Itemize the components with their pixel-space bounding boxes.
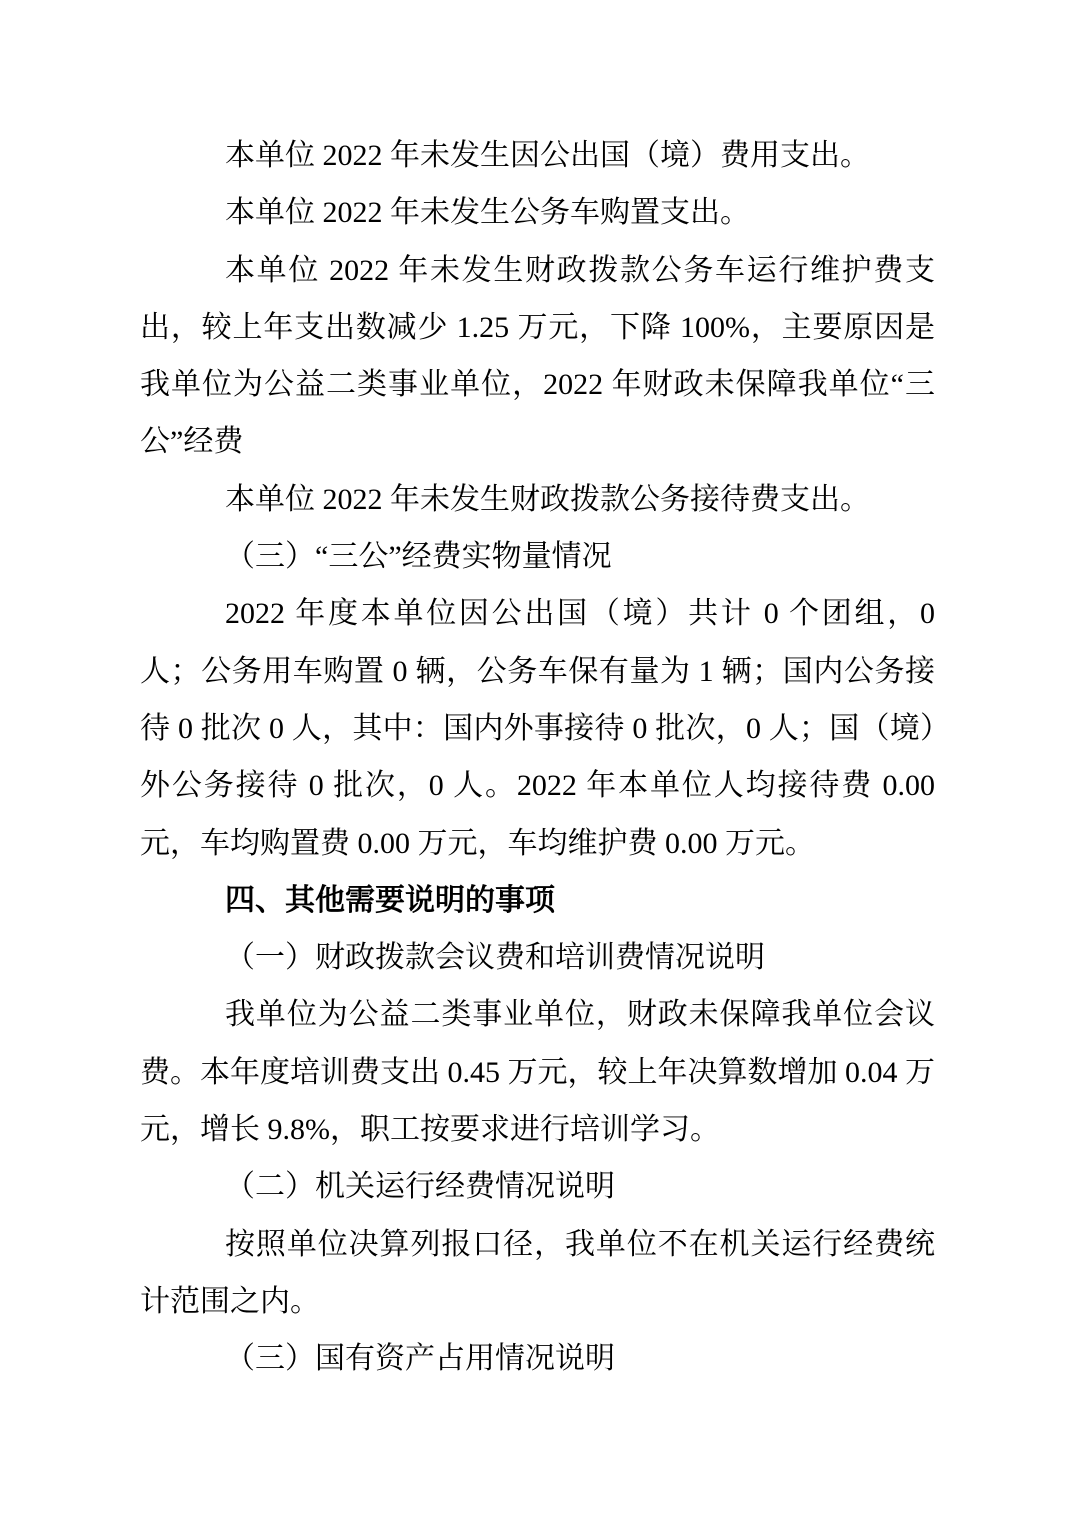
body-paragraph: 我单位为公益二类事业单位，财政未保障我单位会议费。本年度培训费支出 0.45 万元，较上年决算数增加 0.04 万元，增长 9.8%，职工按要求进行培训学习。 — [140, 998, 935, 1147]
body-paragraph: 2022 年度本单位因公出国（境）共计 0 个团组，0 人；公务用车购置 0 辆，公务车保有量为 1 辆；国内公务接待 0 批次 0 人，其中：国内外事接待 0 批次，0 人；国（境）外公务接待 0 批次，0 人。2022 年本单位人均接待费 0.00 元，车均购置费 0.00 万元，车均维护费 0.00 万元。 — [140, 597, 935, 860]
document-body — [140, 127, 935, 1388]
section-heading: 四、其他需要说明的事项 — [225, 883, 555, 917]
body-paragraph: 按照单位决算列报口径，我单位不在机关运行经费统计范围之内。 — [140, 1227, 935, 1318]
subsection-heading: （二）机关运行经费情况说明 — [225, 1170, 615, 1204]
body-paragraph: 本单位 2022 年未发生因公出国（境）费用支出。 — [225, 139, 870, 172]
subsection-heading: （三）国有资产占用情况说明 — [225, 1342, 615, 1376]
body-paragraph: 本单位 2022 年未发生公务车购置支出。 — [225, 196, 750, 230]
body-paragraph: 本单位 2022 年未发生财政拨款公务接待费支出。 — [225, 482, 870, 516]
body-paragraph: 本单位 2022 年未发生财政拨款公务车运行维护费支出，较上年支出数减少 1.25 万元，下降 100%，主要原因是我单位为公益二类事业单位，2022 年财政未保障我单位“三公”经费 — [140, 253, 935, 459]
subsection-heading: （一）财政拨款会议费和培训费情况说明 — [225, 941, 765, 975]
subsection-heading: （三）“三公”经费实物量情况 — [225, 540, 612, 574]
